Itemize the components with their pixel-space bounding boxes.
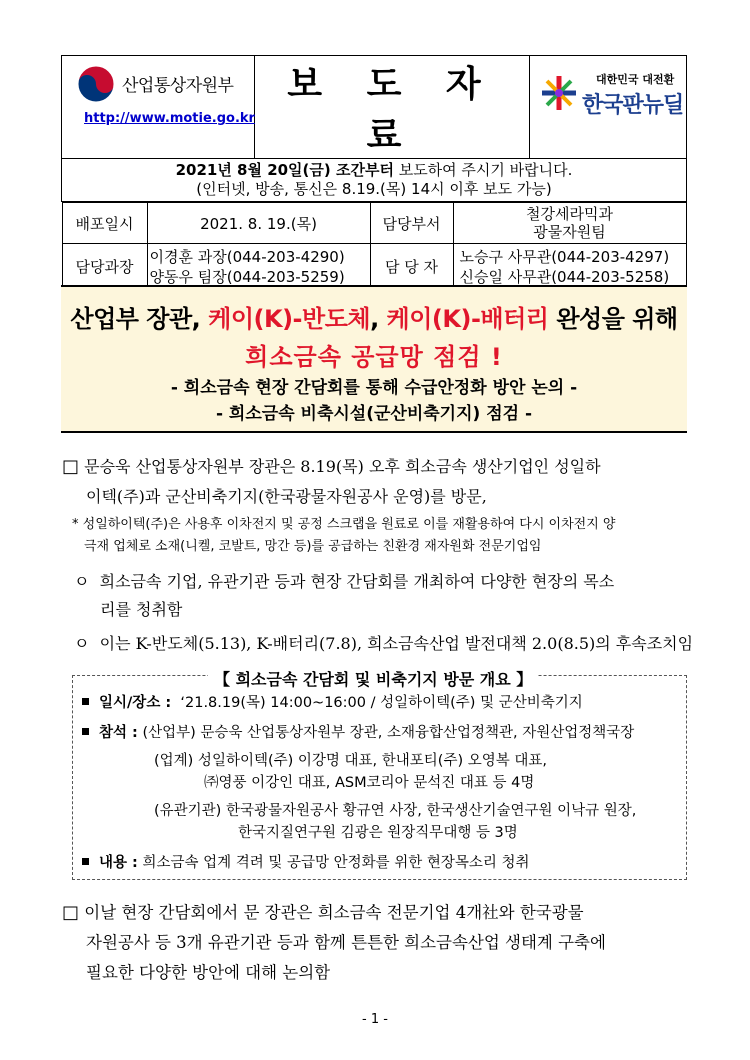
newdeal-logo-icon: [538, 72, 580, 114]
overview-content: [82, 692, 682, 874]
p2-line1: 이날 현장 간담회에서 문 장관은 희소금속 전문기업 4개社와 한국광물: [84, 903, 584, 922]
p1-line2: 이텍(주)과 군산비축기지(한국광물자원공사 운영)를 방문,: [86, 487, 487, 506]
staff-value: [453, 244, 686, 290]
embargo-online: (인터넷, 방송, 통신은 8.19.(목) 14시 이후 보도 가능): [196, 180, 552, 198]
headline-part-e: 완성을 위해: [548, 305, 678, 333]
press-release-title: 보 도 자 료: [255, 56, 530, 159]
attendees-orgs1: (유관기관) 한국광물자원공사 황규연 사장, 한국생산기술연구원 이낙규 원장,: [154, 803, 637, 819]
dept-label: 담당부서: [370, 203, 453, 244]
circle-bullet-icon: ㅇ: [74, 634, 90, 653]
newdeal-slogan: 대한민국 대전환: [596, 73, 675, 86]
headline-part-a: 산업부 장관,: [70, 305, 209, 333]
manager-value: [147, 244, 370, 290]
note-line2: 극재 업체로 소재(니켈, 코발트, 망간 등)를 공급하는 친환경 재자원화 전문기업임: [84, 539, 542, 554]
p2-line3: 필요한 다양한 방안에 대해 논의함: [86, 963, 331, 982]
ministry-url-link[interactable]: http://www.motie.go.kr: [84, 111, 255, 126]
taegeuk-emblem-icon: [76, 64, 116, 104]
headline-box: [61, 285, 687, 433]
headline-line1: [61, 299, 687, 334]
embargo-request: 보도하여 주시기 바랍니다.: [393, 161, 573, 179]
paragraph-1: [62, 452, 702, 512]
staff1: 노승구 사무관(044-203-4297): [459, 247, 670, 266]
newdeal-logo-cell: [530, 56, 687, 159]
distribution-date: 2021. 8. 19.(목): [147, 203, 370, 244]
distribution-label: 배포일시: [62, 203, 147, 244]
square-bullet-icon: □: [62, 456, 80, 477]
embargo-date: 2021년 8월 20일(금) 조간부터: [175, 161, 394, 179]
square-bullet-icon: □: [62, 902, 80, 923]
headline-k-battery: 케이(K)-배터리: [386, 305, 549, 333]
headline-k-semiconductor: 케이(K)-반도체: [208, 305, 371, 333]
manager2: 양동우 팀장(044-203-5259): [149, 267, 345, 286]
date-value: ‘21.8.19(목) 14:00~16:00 / 성일하이텍(주) 및 군산비축기지: [180, 695, 583, 711]
overview-title: 【 희소금속 간담회 및 비축기지 방문 개요 】: [208, 667, 538, 690]
subheadline-2: - 희소금속 비축시설(군산비축기지) 점검 -: [215, 404, 533, 424]
content-value: 희소금속 업계 격려 및 공급망 안정화를 위한 현장목소리 청취: [142, 855, 530, 871]
circle-bullets: [74, 568, 704, 658]
content-label: 내용 :: [99, 855, 138, 871]
circle-bullet-icon: ㅇ: [74, 572, 90, 591]
header-table: [61, 55, 687, 290]
attendees-gov: (산업부) 문승욱 산업통상자원부 장관, 소재융합산업정책관, 자원산업정책국장: [142, 725, 635, 741]
ministry-name: 산업통상자원부: [122, 76, 234, 96]
attendees-industry1: (업계) 성일하이텍(주) 이강명 대표, 한내포티(주) 오영복 대표,: [154, 753, 547, 769]
square-bullet-icon: [82, 698, 89, 705]
note-line1: * 성일하이텍(주)은 사용후 이차전지 및 공정 스크랩을 원료로 이를 재활용하여 다시 이차전지 양: [72, 517, 616, 532]
ministry-logo-cell: [62, 56, 255, 159]
attendees-label: 참석 :: [99, 725, 138, 741]
headline-comma: ,: [370, 305, 387, 333]
attendees-industry2: ㈜영풍 이강인 대표, ASM코리아 문석진 대표 등 4명: [204, 775, 535, 791]
contact-table: [62, 202, 687, 290]
square-bullet-icon: [82, 858, 89, 865]
attendees-orgs2: 한국지질연구원 김광은 원장직무대행 등 3명: [238, 825, 518, 841]
paragraph-2: [62, 898, 702, 988]
subheadline-1: - 희소금속 현장 간담회를 통해 수급안정화 방안 논의 -: [170, 378, 578, 398]
c1-line2: 리를 청취함: [100, 600, 183, 619]
p1-line1: 문승욱 산업통상자원부 장관은 8.19(목) 오후 희소금속 생산기업인 성일하: [84, 457, 601, 476]
page-number: - 1 -: [362, 1012, 388, 1027]
square-bullet-icon: [82, 728, 89, 735]
dept-value: [453, 203, 686, 244]
c2-line: 이는 K-반도체(5.13), K-배터리(7.8), 희소금속산업 발전대책 2.0(8.5)의 후속조치임: [99, 634, 694, 653]
staff-label: 담 당 자: [370, 244, 453, 290]
newdeal-name: 한국판뉴딜: [582, 93, 684, 118]
c1-line1: 희소금속 기업, 유관기관 등과 현장 간담회를 개최하여 다양한 현장의 목소: [99, 572, 615, 591]
manager1: 이경훈 과장(044-203-4290): [149, 247, 345, 266]
p2-line2: 자원공사 등 3개 유관기관 등과 함께 튼튼한 희소금속산업 생태계 구축에: [86, 933, 606, 952]
dept-line2: 광물자원팀: [533, 223, 606, 241]
dept-line1: 철강세라믹과: [526, 205, 613, 223]
date-label: 일시/장소 :: [99, 695, 172, 711]
staff2: 신승일 사무관(044-203-5258): [459, 267, 670, 286]
footnote: [72, 514, 702, 558]
embargo-notice: [62, 159, 687, 202]
manager-label: 담당과장: [62, 244, 147, 290]
headline-line2: 희소금속 공급망 점검 !: [245, 343, 503, 371]
